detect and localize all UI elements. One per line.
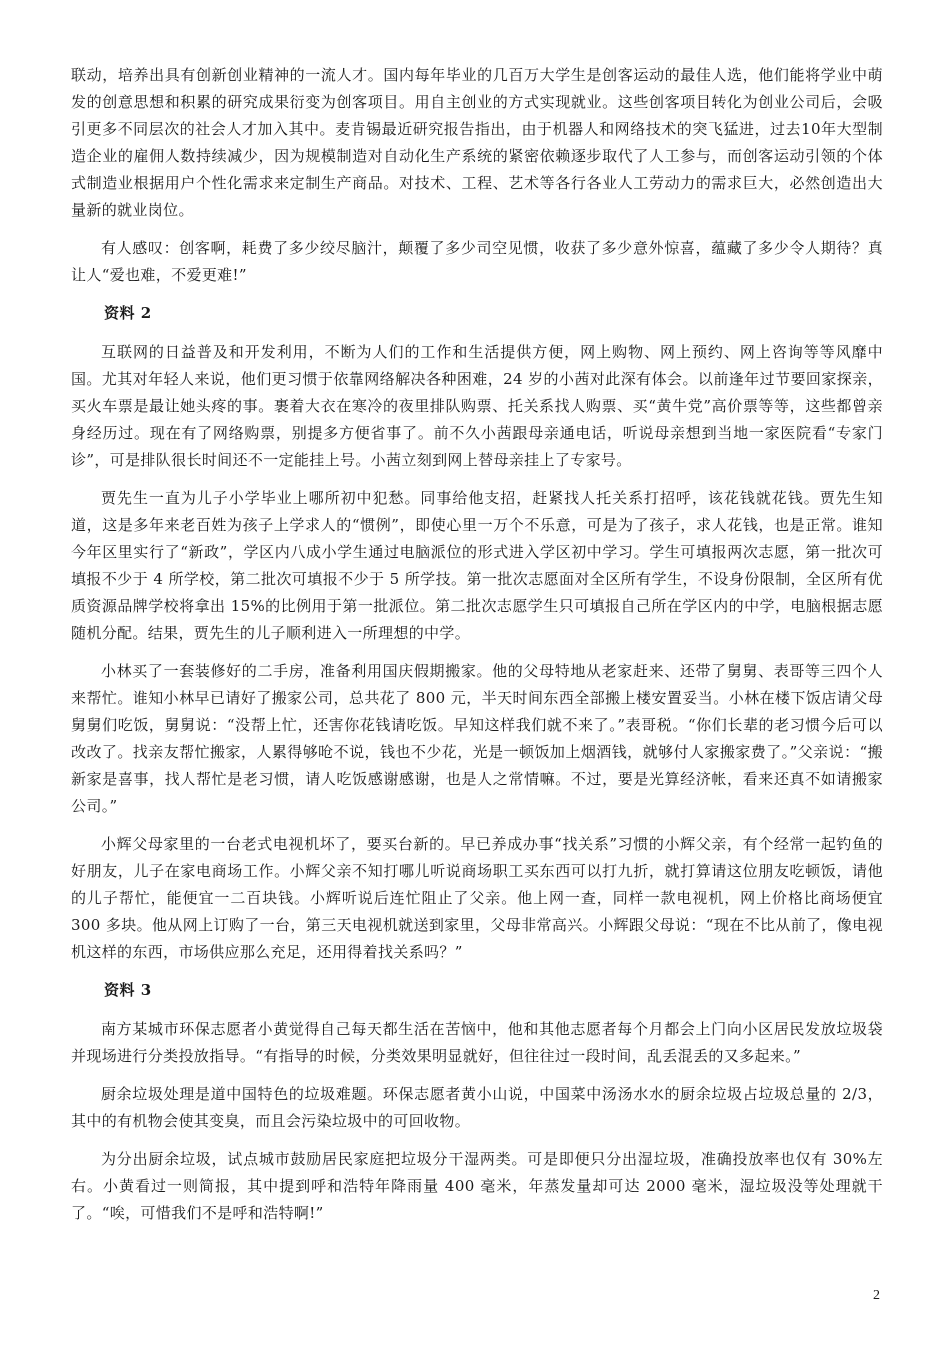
paragraph: 小辉父母家里的一台老式电视机坏了，要买台新的。早已养成办事“找关系”习惯的小辉父亲，有个经常一起钓鱼的好朋友，儿子在家电商场工作。小辉父亲不知打哪儿听说商场职工买东西可以打九折，就打算请这位朋友吃顿饭，请他的儿子帮忙，能便宜一二百块钱。小辉听说后连忙阻止了父亲。他上网一查，同样一款电视机，网上价格比商场便宜 300 多块。他从网上订购了一台，第三天电视机就送到家里，父母非常高兴。小辉跟父母说：“现在不比从前了，像电视机这样的东西，市场供应那么充足，还用得着找关系吗？” xyxy=(71,835,883,961)
paragraph: 互联网的日益普及和开发利用，不断为人们的工作和生活提供方便，网上购物、网上预约、网上咨询等等风靡中国。尤其对年轻人来说，他们更习惯于依靠网络解决各种困难，24 岁的小茜对此深有体会。以前逢年过节要回家探亲，买火车票是最让她头疼的事。裹着大衣在寒冷的夜里排队购票、托关系找人购票、买“黄牛党”高价票等等，这些都曾亲身经历过。现在有了网络购票，别提多方便省事了。前不久小茜跟母亲通电话，听说母亲想到当地一家医院看“专家门诊”，可是排队很长时间还不一定能挂上号。小茜立刻到网上替母亲挂上了专家号。 xyxy=(71,343,883,469)
paragraph: 小林买了一套装修好的二手房，准备利用国庆假期搬家。他的父母特地从老家赶来、还带了舅舅、表哥等三四个人来帮忙。谁知小林早已请好了搬家公司，总共花了 800 元，半天时间东西全部搬上楼安置妥当。小林在楼下饭店请父母舅舅们吃饭，舅舅说：“没帮上忙，还害你花钱请吃饭。早知这样我们就不来了。”表哥税。“你们长辈的老习惯今后可以改改了。找亲友帮忙搬家，人累得够呛不说，钱也不少花，光是一顿饭加上烟酒钱，就够付人家搬家费了。”父亲说：“搬新家是喜事，找人帮忙是老习惯，请人吃饭感谢感谢，也是人之常情嘛。不过，要是光算经济帐，看来还真不如请搬家公司。” xyxy=(71,662,883,815)
paragraph: 厨余垃圾处理是道中国特色的垃圾难题。环保志愿者黄小山说，中国菜中汤汤水水的厨余垃圾占垃圾总量的 2/3，其中的有机物会使其变臭，而且会污染垃圾中的可回收物。 xyxy=(71,1085,883,1130)
paragraph: 为分出厨余垃圾，试点城市鼓励居民家庭把垃圾分干湿两类。可是即便只分出湿垃圾，准确投放率也仅有 30%左右。小黄看过一则简报，其中提到呼和浩特年降雨量 400 毫米，年蒸发量却可达 2000 毫米，湿垃圾没等处理就干了。“唉，可惜我们不是呼和浩特啊!” xyxy=(71,1150,883,1222)
document-body xyxy=(71,62,883,1238)
section-heading: 资料 3 xyxy=(104,981,152,999)
paragraph: 联动，培养出具有创新创业精神的一流人才。国内每年毕业的几百万大学生是创客运动的最佳人选，他们能将学业中萌发的创意思想和积累的研究成果衍变为创客项目。用自主创业的方式实现就业。这些创客项目转化为创业公司后，会吸引更多不同层次的社会人才加入其中。麦肯锡最近研究报告指出，由于机器人和网络技术的突飞猛进，过去10年大型制造企业的雇佣人数持续减少，因为规模制造对自动化生产系统的紧密依赖逐步取代了人工参与，而创客运动引领的个体式制造业根据用户个性化需求来定制生产商品。对技术、工程、艺术等各行各业人工劳动力的需求巨大，必然创造出大量新的就业岗位。 xyxy=(71,66,883,219)
paragraph: 贾先生一直为儿子小学毕业上哪所初中犯愁。同事给他支招，赶紧找人托关系打招呼，该花钱就花钱。贾先生知道，这是多年来老百姓为孩子上学求人的“惯例”，即使心里一万个不乐意，可是为了孩子，求人花钱，也是正常。谁知今年区里实行了“新政”，学区内八成小学生通过电脑派位的形式进入学区初中学习。学生可填报两次志愿，第一批次可填报不少于 4 所学校，第二批次可填报不少于 5 所学技。第一批次志愿面对全区所有学生，不设身份限制，全区所有优质资源品牌学校将拿出 15%的比例用于第一批派位。第二批次志愿学生只可填报自己所在学区内的中学，电脑根据志愿随机分配。结果，贾先生的儿子顺利进入一所理想的中学。 xyxy=(71,489,883,642)
section-heading: 资料 2 xyxy=(104,304,152,322)
page-number: 2 xyxy=(873,1288,880,1303)
paragraph: 有人感叹：创客啊，耗费了多少绞尽脑汁，颠覆了多少司空见惯，收获了多少意外惊喜，蕴藏了多少令人期待？真让人“爱也难，不爱更难!” xyxy=(71,239,883,284)
paragraph: 南方某城市环保志愿者小黄觉得自己每天都生活在苦恼中，他和其他志愿者每个月都会上门向小区居民发放垃圾袋并现场进行分类投放指导。“有指导的时候，分类效果明显就好，但往往过一段时间，乱丢混丢的又多起来。” xyxy=(71,1020,883,1065)
